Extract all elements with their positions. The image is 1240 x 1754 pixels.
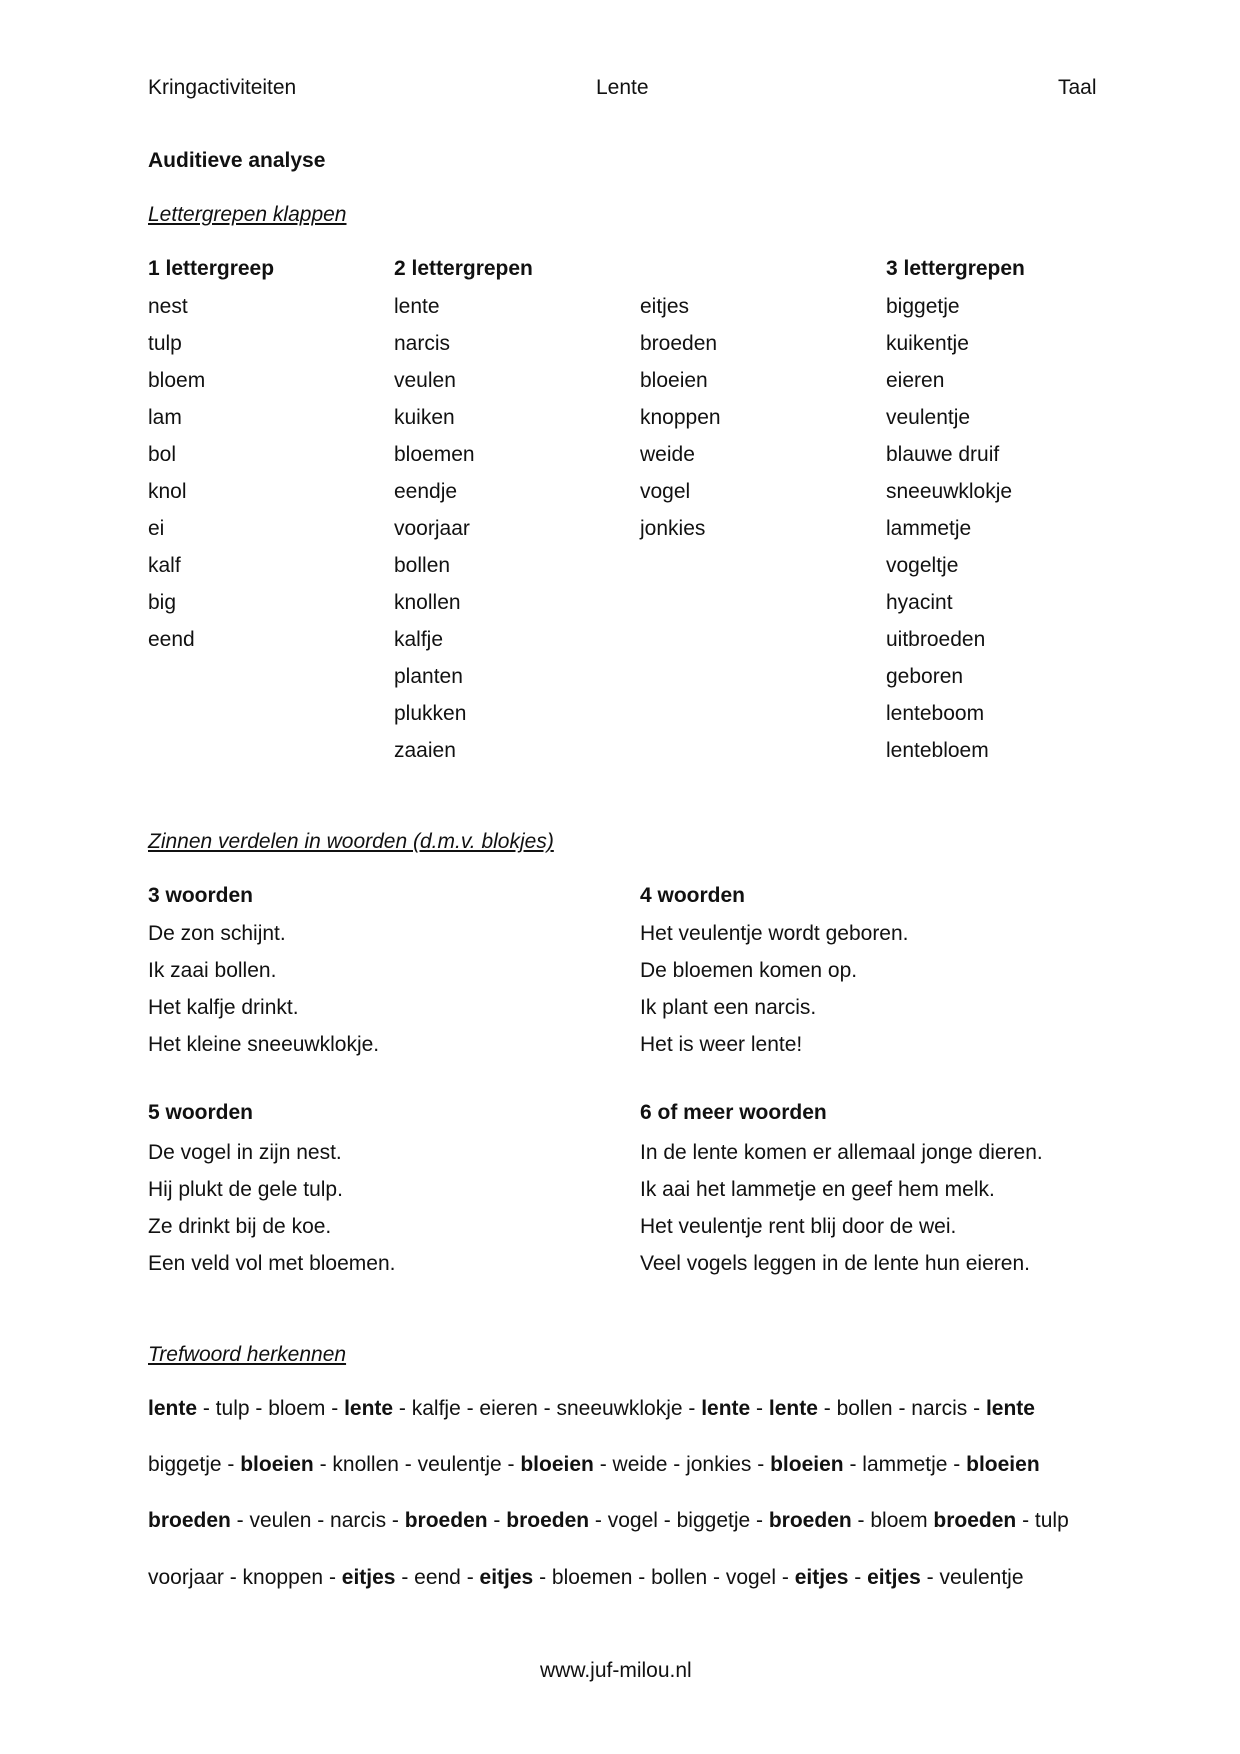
list-item: kalf	[148, 554, 181, 577]
col1-word-list	[148, 288, 205, 658]
keyword-filler: - weide - jonkies -	[593, 1453, 771, 1476]
list-item: Ze drinkt bij de koe.	[148, 1215, 332, 1238]
list-item: lente	[394, 295, 440, 318]
three-words-heading: 3 woorden	[148, 884, 254, 907]
list-item: biggetje	[886, 295, 960, 318]
list-item: bol	[148, 443, 177, 466]
list-item: weide	[640, 443, 695, 466]
keyword-target: eitjes	[341, 1566, 396, 1589]
list-item: Hij plukt de gele tulp.	[148, 1178, 343, 1201]
keyword-target: eitjes	[479, 1566, 534, 1589]
col2-word-list	[394, 288, 475, 769]
list-item: bollen	[394, 554, 451, 577]
list-item: narcis	[394, 332, 451, 355]
section-title-keyword: Trefwoord herkennen	[148, 1343, 347, 1366]
four-words-list	[640, 915, 909, 1063]
list-item: De vogel in zijn nest.	[148, 1141, 342, 1164]
list-item: kuiken	[394, 406, 455, 429]
keyword-line-4	[148, 1566, 1024, 1590]
list-item: knoppen	[640, 406, 721, 429]
list-item: hyacint	[886, 591, 953, 614]
list-item: veulentje	[886, 406, 971, 429]
list-item: broeden	[640, 332, 718, 355]
keyword-target: lente	[701, 1397, 751, 1420]
list-item: Het kleine sneeuwklokje.	[148, 1033, 380, 1056]
keyword-filler: - lammetje -	[843, 1453, 967, 1476]
section-title-syllables: Lettergrepen klappen	[148, 203, 347, 226]
list-item: jonkies	[640, 517, 706, 540]
keyword-filler: - veulentje	[920, 1566, 1024, 1589]
list-item: Het kalfje drinkt.	[148, 996, 299, 1019]
keyword-filler: - bloem	[851, 1509, 934, 1532]
list-item: lentebloem	[886, 739, 989, 762]
keyword-filler: - vogel - biggetje -	[589, 1509, 769, 1532]
list-item: Het is weer lente!	[640, 1033, 803, 1056]
keyword-target: eitjes	[794, 1566, 849, 1589]
list-item: De bloemen komen op.	[640, 959, 858, 982]
keyword-filler: - veulen - narcis -	[230, 1509, 405, 1532]
keyword-filler: - bollen - narcis -	[817, 1397, 986, 1420]
four-words-heading: 4 woorden	[640, 884, 746, 907]
list-item: eend	[148, 628, 195, 651]
header-right: Taal	[1058, 76, 1097, 99]
keyword-filler: -	[750, 1397, 769, 1420]
keyword-filler: - eend -	[395, 1566, 480, 1589]
five-words-heading: 5 woorden	[148, 1101, 254, 1124]
list-item: eitjes	[640, 295, 690, 318]
list-item: Ik zaai bollen.	[148, 959, 277, 982]
list-item: lam	[148, 406, 182, 429]
header-left: Kringactiviteiten	[148, 76, 297, 99]
list-item: Een veld vol met bloemen.	[148, 1252, 396, 1275]
footer-url: www.juf-milou.nl	[540, 1659, 692, 1682]
keyword-filler: - tulp - bloem -	[197, 1397, 345, 1420]
keyword-filler: - knollen - veulentje -	[313, 1453, 521, 1476]
keyword-target: bloeien	[520, 1453, 594, 1476]
keyword-target: broeden	[148, 1509, 231, 1532]
col3-word-list	[640, 288, 721, 547]
list-item: knol	[148, 480, 187, 503]
list-item: plukken	[394, 702, 467, 725]
keyword-target: bloeien	[966, 1453, 1040, 1476]
list-item: bloem	[148, 369, 206, 392]
list-item: lenteboom	[886, 702, 985, 725]
list-item: tulp	[148, 332, 182, 355]
keyword-filler: -	[487, 1509, 507, 1532]
keyword-target: lente	[985, 1397, 1035, 1420]
keyword-target: bloeien	[770, 1453, 844, 1476]
keyword-filler: biggetje -	[148, 1453, 241, 1476]
list-item: vogeltje	[886, 554, 959, 577]
header-center: Lente	[596, 76, 649, 99]
keyword-target: broeden	[404, 1509, 488, 1532]
keyword-filler: voorjaar - knoppen -	[148, 1566, 342, 1589]
six-words-list	[640, 1134, 1043, 1282]
keyword-target: bloeien	[240, 1453, 314, 1476]
list-item: voorjaar	[394, 517, 470, 540]
list-item: geboren	[886, 665, 964, 688]
list-item: vogel	[640, 480, 691, 503]
list-item: lammetje	[886, 517, 972, 540]
keyword-filler: -	[848, 1566, 868, 1589]
keyword-filler: - kalfje - eieren - sneeuwklokje -	[393, 1397, 702, 1420]
keyword-line-2	[148, 1453, 1040, 1477]
list-item: Veel vogels leggen in de lente hun eieren.	[640, 1252, 1030, 1275]
list-item: kalfje	[394, 628, 444, 651]
list-item: nest	[148, 295, 188, 318]
keyword-target: lente	[344, 1397, 394, 1420]
keyword-filler: - bloemen - bollen - vogel -	[533, 1566, 795, 1589]
section-title-sentences: Zinnen verdelen in woorden (d.m.v. blokjes)	[148, 830, 554, 853]
list-item: Ik aai het lammetje en geef hem melk.	[640, 1178, 995, 1201]
page-title: Auditieve analyse	[148, 149, 326, 172]
five-words-list	[148, 1134, 395, 1282]
keyword-target: eitjes	[867, 1566, 921, 1589]
list-item: blauwe druif	[886, 443, 1000, 466]
list-item: ei	[148, 517, 165, 540]
keyword-target: broeden	[506, 1509, 590, 1532]
list-item: De zon schijnt.	[148, 922, 286, 945]
col4-heading: 3 lettergrepen	[886, 257, 1025, 280]
three-words-list	[148, 915, 379, 1063]
keyword-target: lente	[148, 1397, 198, 1420]
keyword-target: lente	[768, 1397, 818, 1420]
list-item: eendje	[394, 480, 458, 503]
list-item: bloemen	[394, 443, 475, 466]
keyword-filler: - tulp	[1016, 1509, 1069, 1532]
list-item: eieren	[886, 369, 945, 392]
col1-heading: 1 lettergreep	[148, 257, 275, 280]
keyword-target: broeden	[768, 1509, 852, 1532]
list-item: kuikentje	[886, 332, 969, 355]
list-item: big	[148, 591, 177, 614]
col4-word-list	[886, 288, 1012, 769]
list-item: knollen	[394, 591, 461, 614]
keyword-line-1	[148, 1397, 1035, 1421]
keyword-line-3	[148, 1509, 1069, 1533]
list-item: uitbroeden	[886, 628, 986, 651]
six-words-heading: 6 of meer woorden	[640, 1101, 827, 1124]
keyword-target: broeden	[933, 1509, 1017, 1532]
list-item: Het veulentje wordt geboren.	[640, 922, 909, 945]
list-item: veulen	[394, 369, 456, 392]
list-item: bloeien	[640, 369, 708, 392]
list-item: In de lente komen er allemaal jonge dieren.	[640, 1141, 1043, 1164]
list-item: planten	[394, 665, 463, 688]
col2-heading: 2 lettergrepen	[394, 257, 533, 280]
list-item: Ik plant een narcis.	[640, 996, 817, 1019]
list-item: sneeuwklokje	[886, 480, 1013, 503]
list-item: zaaien	[394, 739, 456, 762]
list-item: Het veulentje rent blij door de wei.	[640, 1215, 957, 1238]
